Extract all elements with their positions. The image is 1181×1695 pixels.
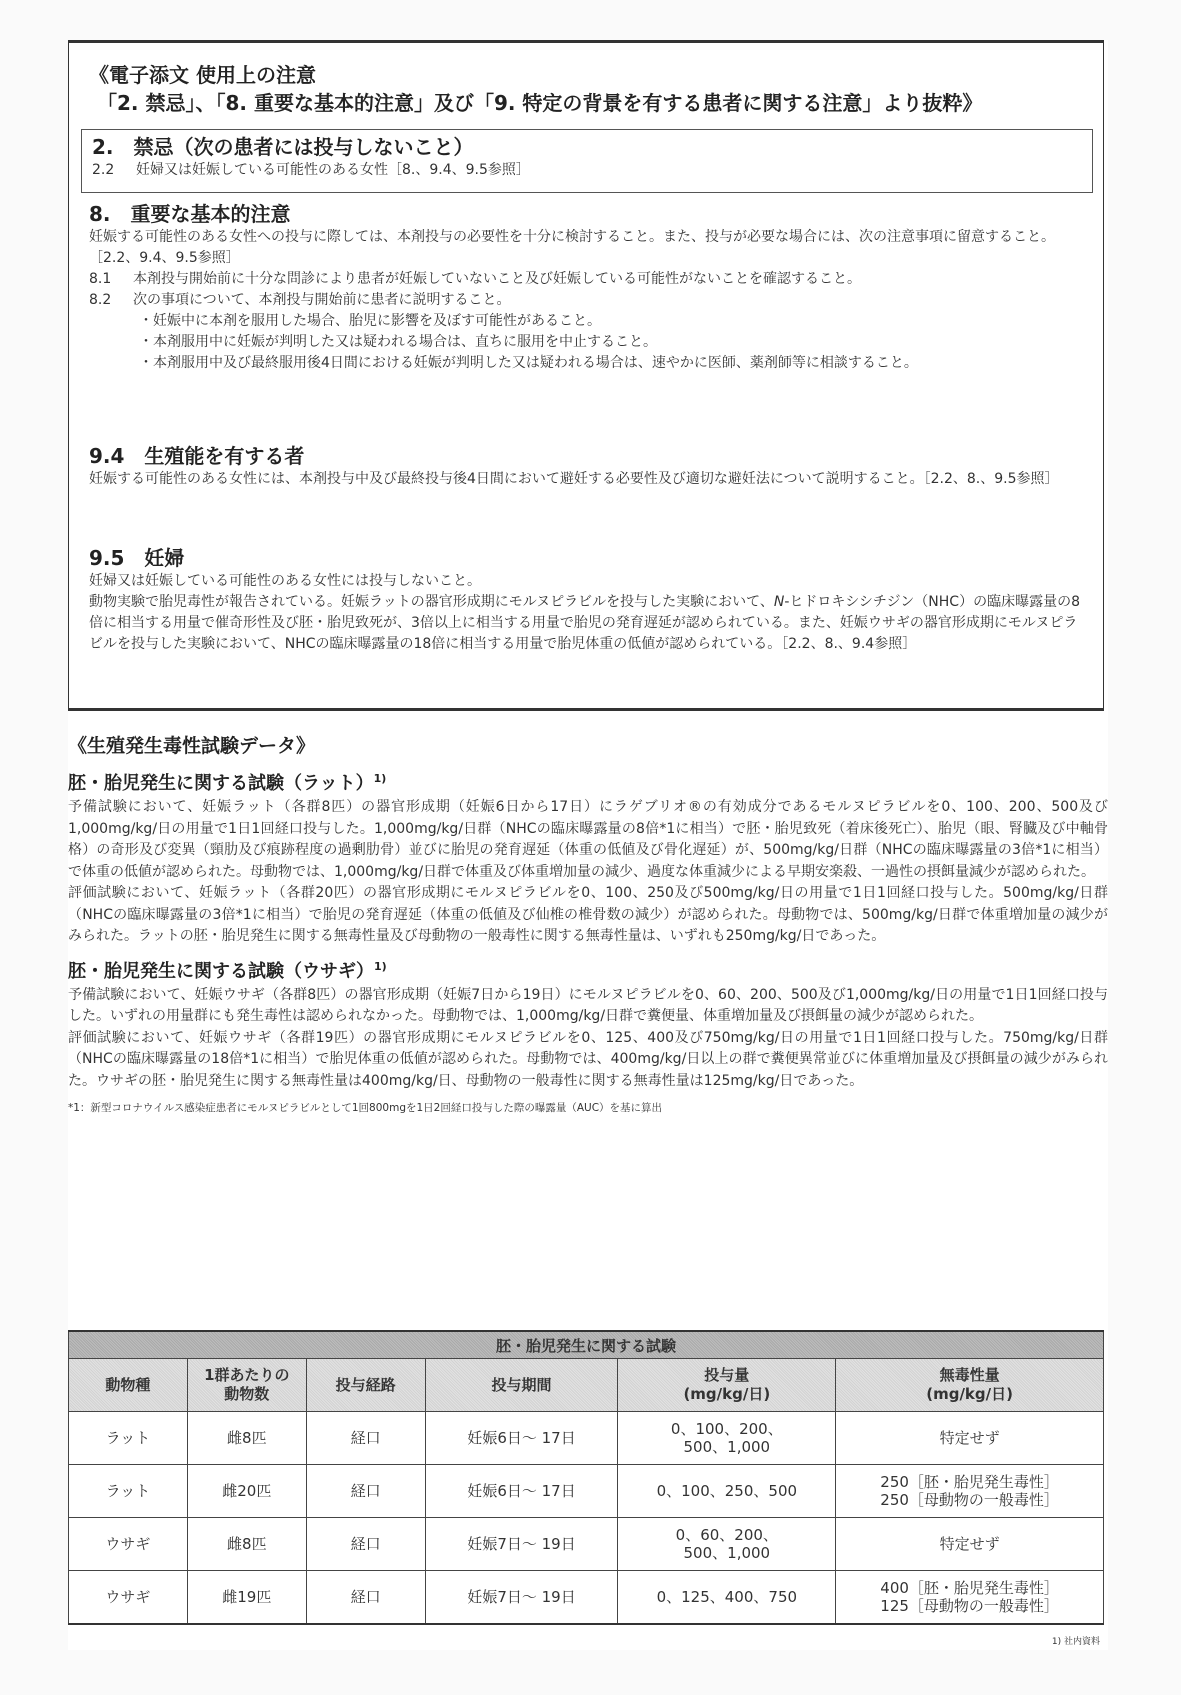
excerpt-title-line2: 「2. 禁忌」、「8. 重要な基本的注意」及び「9. 特定の背景を有する患者に関する注意」より抜粋》 (97, 91, 983, 115)
cell-line: 0、100、250、500 (656, 1482, 798, 1500)
rabbit-preliminary-paragraph: 予備試験において、妊娠ウサギ（各群8匹）の器官形成期（妊娠7日から19日）にモルヌピラビルを0、60、200、500及び1,000mg/kg/日の用量で1日1回経口投与した。いずれの用量群にも発生毒性は認められなかった。母動物では、1,000mg/kg/日群で糞便量、体重増加量及び摂餌量の減少が認められた。 (68, 986, 1108, 1024)
excerpt-title-line1: 《電子添文 使用上の注意 (89, 63, 316, 87)
cell-period: 妊娠7日～ 19日 (425, 1518, 618, 1571)
header-line: 投与量 (704, 1366, 750, 1384)
cell-period: 妊娠6日～ 17日 (425, 1412, 618, 1465)
excerpt-title (89, 61, 982, 117)
cell-line: 250［胚・胎児発生毒性］ (880, 1473, 1059, 1491)
cell-line: 特定せず (939, 1535, 1000, 1553)
italic-n: N (773, 594, 785, 610)
cell-dose (618, 1518, 836, 1571)
header-line: 1群あたりの (204, 1366, 290, 1384)
item-text: 妊婦又は妊娠している可能性のある女性［8.、9.4、9.5参照］ (136, 162, 530, 178)
cell-period: 妊娠7日～ 19日 (425, 1571, 618, 1625)
heading-text: 胚・胎児発生に関する試験（ウサギ） (68, 960, 374, 982)
table-band-title: 胚・胎児発生に関する試験 (69, 1331, 1104, 1359)
col-noael (836, 1359, 1104, 1412)
item-number: 2.2 (92, 162, 115, 178)
col-species: 動物種 (69, 1359, 188, 1412)
embryo-fetal-study-table (68, 1330, 1104, 1625)
exposure-footnote: *1：新型コロナウイルス感染症患者にモルヌピラビルとして1回800mgを1日2回経口投与した際の曝露量（AUC）を基に算出 (68, 1102, 663, 1114)
reference-footnote: 1) 社内資料 (1051, 1637, 1100, 1647)
cell-noael (836, 1518, 1104, 1571)
cell-line: 500、1,000 (683, 1544, 771, 1562)
cell-line: 500、1,000 (683, 1438, 771, 1456)
contraindications-box (81, 129, 1093, 193)
table-row (69, 1518, 1104, 1571)
rat-evaluation-paragraph: 評価試験において、妊娠ラット（各群20匹）の器官形成期にモルヌピラビルを0、100、250及び500mg/kg/日の用量で1日1回経口投与した。500mg/kg/日群（NHCの臨床曝露量の3倍*1に相当）で胎児の発育遅延（体重の低値及び仙椎の椎骨数の減少）が認められた。母動物では、500mg/kg/日群で体重増加量の減少がみられた。ラットの胚・胎児発生に関する無毒性量及び母動物の一般毒性に関する無毒性量は、いずれも250mg/kg/日であった。 (68, 885, 1108, 944)
cell-noael (836, 1571, 1104, 1625)
cell-species: ウサギ (69, 1571, 188, 1625)
table-row (69, 1571, 1104, 1625)
reference-mark: 1) (373, 772, 387, 785)
item-text: 本剤投与開始前に十分な問診により患者が妊娠していないこと及び妊娠している可能性がないことを確認すること。 (133, 271, 861, 287)
cell-dose (618, 1571, 836, 1625)
cell-route: 経口 (306, 1571, 425, 1625)
table-row (69, 1465, 1104, 1518)
rat-study-heading (68, 766, 1108, 797)
cell-animals: 雌8匹 (187, 1518, 306, 1571)
reference-mark: 1) (374, 959, 387, 973)
precaution-item (89, 290, 1089, 311)
item-number: 8.2 (89, 292, 112, 308)
item-number: 8.1 (89, 271, 112, 287)
rabbit-study-heading (68, 954, 1108, 985)
precaution-item (89, 269, 1089, 290)
cell-species: ラット (69, 1412, 188, 1465)
col-route: 投与経路 (306, 1359, 425, 1412)
cell-period: 妊娠6日～ 17日 (425, 1465, 618, 1518)
cell-route: 経口 (306, 1465, 425, 1518)
reproductive-potential-text: 妊娠する可能性のある女性には、本剤投与中及び最終投与後4日間において避妊する必要性及び適切な避妊法について説明すること。［2.2、8.、9.5参照］ (89, 471, 1059, 487)
cell-dose (618, 1465, 836, 1518)
table-row (69, 1412, 1104, 1465)
cell-noael (836, 1465, 1104, 1518)
cell-noael (836, 1412, 1104, 1465)
cell-line: 125［母動物の一般毒性］ (880, 1597, 1059, 1615)
cell-dose (618, 1412, 836, 1465)
text-segment: 動物実験で胎児毒性が報告されている。妊娠ラットの器官形成期にモルヌピラビルを投与した実験において、 (89, 594, 774, 610)
pregnancy-text-1: 妊婦又は妊娠している可能性のある女性には投与しないこと。 (89, 573, 481, 589)
cell-species: ラット (69, 1465, 188, 1518)
cell-line: 0、100、200、 (670, 1420, 783, 1438)
package-insert-excerpt-box (68, 40, 1104, 711)
contraindications-heading: 2. 禁忌（次の患者には投与しないこと） (92, 135, 474, 159)
header-line: (mg/kg/日) (926, 1385, 1013, 1403)
pregnancy-text-2 (89, 592, 1089, 655)
item-text: 次の事項について、本剤投与開始前に患者に説明すること。 (133, 292, 511, 308)
cell-line: 0、60、200、 (675, 1526, 778, 1544)
important-precautions-intro: 妊娠する可能性のある女性への投与に際しては、本剤投与の必要性を十分に検討すること。また、投与が必要な場合には、次の注意事項に留意すること。［2.2、9.4、9.5参照］ (89, 229, 1055, 266)
bullet-item: ・本剤服用中及び最終服用後4日間における妊娠が判明した又は疑われる場合は、速やかに医師、薬剤師等に相談すること。 (139, 355, 918, 371)
header-line: 動物数 (224, 1385, 270, 1403)
cell-route: 経口 (306, 1518, 425, 1571)
rabbit-evaluation-paragraph: 評価試験において、妊娠ウサギ（各群19匹）の器官形成期にモルヌピラビルを0、125、400及び750mg/kg/日の用量で1日1回経口投与した。750mg/kg/日群（NHCの臨床曝露量の18倍*1に相当）で胎児体重の低値が認められた。母動物では、400mg/kg/日以上の群で糞便異常並びに体重増加量及び摂餌量の減少がみられた。ウサギの胚・胎児発生に関する無毒性量は400mg/kg/日、母動物の一般毒性に関する無毒性量は125mg/kg/日であった。 (68, 1029, 1108, 1089)
cell-line: 250［母動物の一般毒性］ (880, 1491, 1059, 1509)
header-line: 無毒性量 (939, 1366, 1000, 1384)
contraindication-item (92, 160, 1082, 181)
bullet-item: ・本剤服用中に妊娠が判明した又は疑われる場合は、直ちに服用を中止すること。 (139, 334, 657, 350)
repro-toxicity-section (68, 732, 1108, 1116)
cell-animals: 雌20匹 (187, 1465, 306, 1518)
reproductive-potential-section (89, 443, 1089, 490)
cell-animals: 雌8匹 (187, 1412, 306, 1465)
col-period: 投与期間 (425, 1359, 618, 1412)
table-header-row (69, 1359, 1104, 1412)
important-precautions-heading: 8. 重要な基本的注意 (89, 202, 291, 226)
cell-animals: 雌19匹 (187, 1571, 306, 1625)
cell-line: 特定せず (939, 1429, 1000, 1447)
text-segment: -ヒドロキシシチジン（NHC）の臨床曝露量の8倍に相当する用量で催奇形性及び胚・胎児致死が、3倍以上に相当する用量で胎児の発育遅延が認められている。また、妊娠ウサギの器官形成期にモルヌピラビルを投与した実験において、NHCの臨床曝露量の18倍に相当する用量で胎児体重の低値が認められている。［2.2、8.、9.4参照］ (89, 594, 1080, 652)
rat-preliminary-paragraph: 予備試験において、妊娠ラット（各群8匹）の器官形成期（妊娠6日から17日）にラゲブリオ®の有効成分であるモルヌピラビルを0、100、200、500及び1,000mg/kg/日の用量で1日1回経口投与した。1,000mg/kg/日群（NHCの臨床曝露量の8倍*1に相当）で胚・胎児致死（着床後死亡）、胎児（眼、腎臓及び中軸骨格）の奇形及び変異（頸肋及び痕跡程度の過剰肋骨）並びに胎児の発育遅延（体重の低値及び骨化遅延）が、500mg/kg/日群（NHCの臨床曝露量の3倍*1に相当）で体重の低値が認められた。母動物では、1,000mg/kg/日群で体重及び体重増加量の減少、過度な体重減少による早期安楽殺、一過性の摂餌量減少が認められた。 (68, 799, 1108, 880)
repro-data-title: 《生殖発生毒性試験データ》 (68, 735, 316, 757)
cell-line: 0、125、400、750 (656, 1588, 798, 1606)
col-dose (618, 1359, 836, 1412)
table-band-row (69, 1331, 1104, 1359)
col-animals-per-group (187, 1359, 306, 1412)
pregnancy-heading: 9.5 妊婦 (89, 546, 185, 570)
pregnancy-section (89, 545, 1089, 655)
heading-text: 胚・胎児発生に関する試験（ラット） (68, 773, 374, 794)
cell-species: ウサギ (69, 1518, 188, 1571)
header-line: (mg/kg/日) (683, 1385, 771, 1403)
important-precautions-section (89, 201, 1089, 374)
bullet-item: ・妊娠中に本剤を服用した場合、胎児に影響を及ぼす可能性があること。 (139, 313, 601, 329)
reproductive-potential-heading: 9.4 生殖能を有する者 (89, 444, 305, 468)
cell-route: 経口 (306, 1412, 425, 1465)
cell-line: 400［胚・胎児発生毒性］ (880, 1579, 1059, 1597)
